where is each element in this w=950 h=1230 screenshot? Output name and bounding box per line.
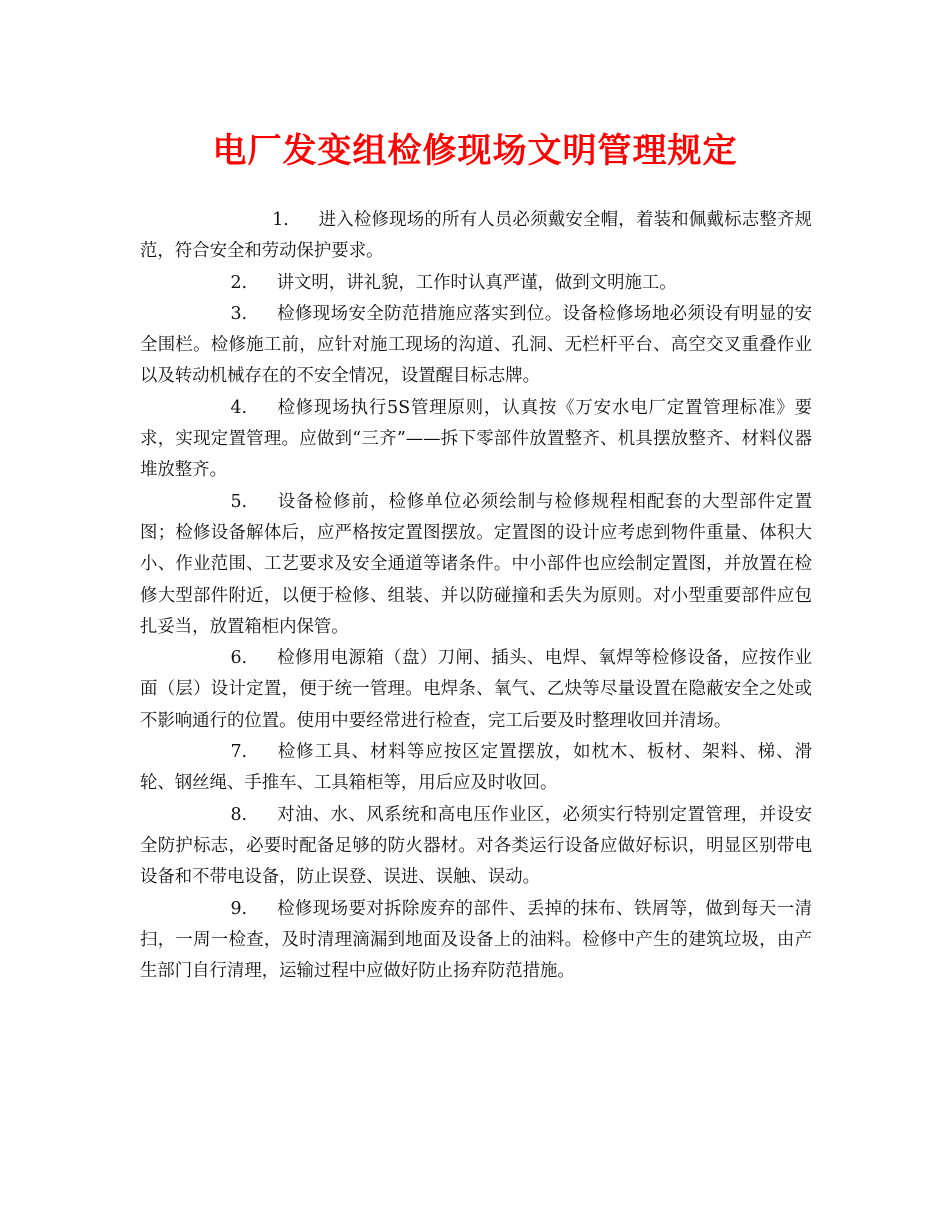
item-text: 对油、水、风系统和高电压作业区，必须实行特别定置管理，并设安全防护标志，必要时配备足够的防火器材。对各类运行设备应做好标识，明显区别带电设备和不带电设备，防止误登、误进、误触、误动。	[140, 804, 812, 888]
item-text: 检修工具、材料等应按区定置摆放，如枕木、板材、架料、梯、滑轮、钢丝绳、手推车、工具箱柜等，用后应及时收回。	[140, 742, 812, 794]
item-text: 讲文明，讲礼貌，工作时认真严谨，做到文明施工。	[276, 272, 677, 293]
list-item	[140, 487, 812, 643]
list-item	[140, 299, 812, 393]
item-text: 检修现场要对拆除废弃的部件、丢掉的抹布、铁屑等，做到每天一清扫，一周一检查，及时清理滴漏到地面及设备上的油料。检修中产生的建筑垃圾，由产生部门自行清理，运输过程中应做好防止扬弃防范措施。	[140, 898, 812, 982]
item-text: 检修现场执行5S管理原则，认真按《万安水电厂定置管理标准》要求，实现定置管理。应做到“三齐”——拆下零部件放置整齐、机具摆放整齐、材料仪器堆放整齐。	[140, 397, 812, 481]
item-text: 检修现场安全防范措施应落实到位。设备检修场地必须设有明显的安全围栏。检修施工前，应针对施工现场的沟道、孔洞、无栏杆平台、高空交叉重叠作业以及转动机械存在的不安全情况，设置醒目标志牌。	[140, 303, 812, 387]
list-item	[140, 894, 812, 988]
item-text: 检修用电源箱（盘）刀闸、插头、电焊、氧焊等检修设备，应按作业面（层）设计定置，便于统一管理。电焊条、氧气、乙炔等尽量设置在隐蔽安全之处或不影响通行的位置。使用中要经常进行检查，完工后要及时整理收回并清场。	[140, 648, 812, 731]
item-number: 3.	[230, 303, 248, 324]
item-number: 4.	[230, 397, 248, 418]
list-item	[140, 800, 812, 894]
item-number: 5.	[230, 491, 248, 512]
item-text: 进入检修现场的所有人员必须戴安全帽，着装和佩戴标志整齐规范，符合安全和劳动保护要求。	[140, 210, 812, 262]
list-item	[140, 268, 812, 299]
list-item	[140, 737, 812, 800]
list-item	[140, 393, 812, 487]
item-number: 2.	[230, 272, 248, 293]
item-number: 8.	[230, 804, 248, 825]
document-title: 电厂发变组检修现场文明管理规定	[212, 131, 738, 171]
item-number: 6.	[230, 648, 248, 669]
document-body	[140, 205, 812, 987]
list-item	[140, 643, 812, 737]
item-number: 1.	[272, 210, 289, 230]
list-item	[140, 205, 812, 268]
item-number: 7.	[230, 742, 248, 763]
item-number: 9.	[230, 898, 248, 919]
item-text: 设备检修前，检修单位必须绘制与检修规程相配套的大型部件定置图；检修设备解体后，应严格按定置图摆放。定置图的设计应考虑到物件重量、体积大小、作业范围、工艺要求及安全通道等诸条件。中小部件也应绘制定置图，并放置在检修大型部件附近，以便于检修、组装、并以防碰撞和丢失为原则。对小型重要部件应包扎妥当，放置箱柜内保管。	[140, 491, 812, 637]
